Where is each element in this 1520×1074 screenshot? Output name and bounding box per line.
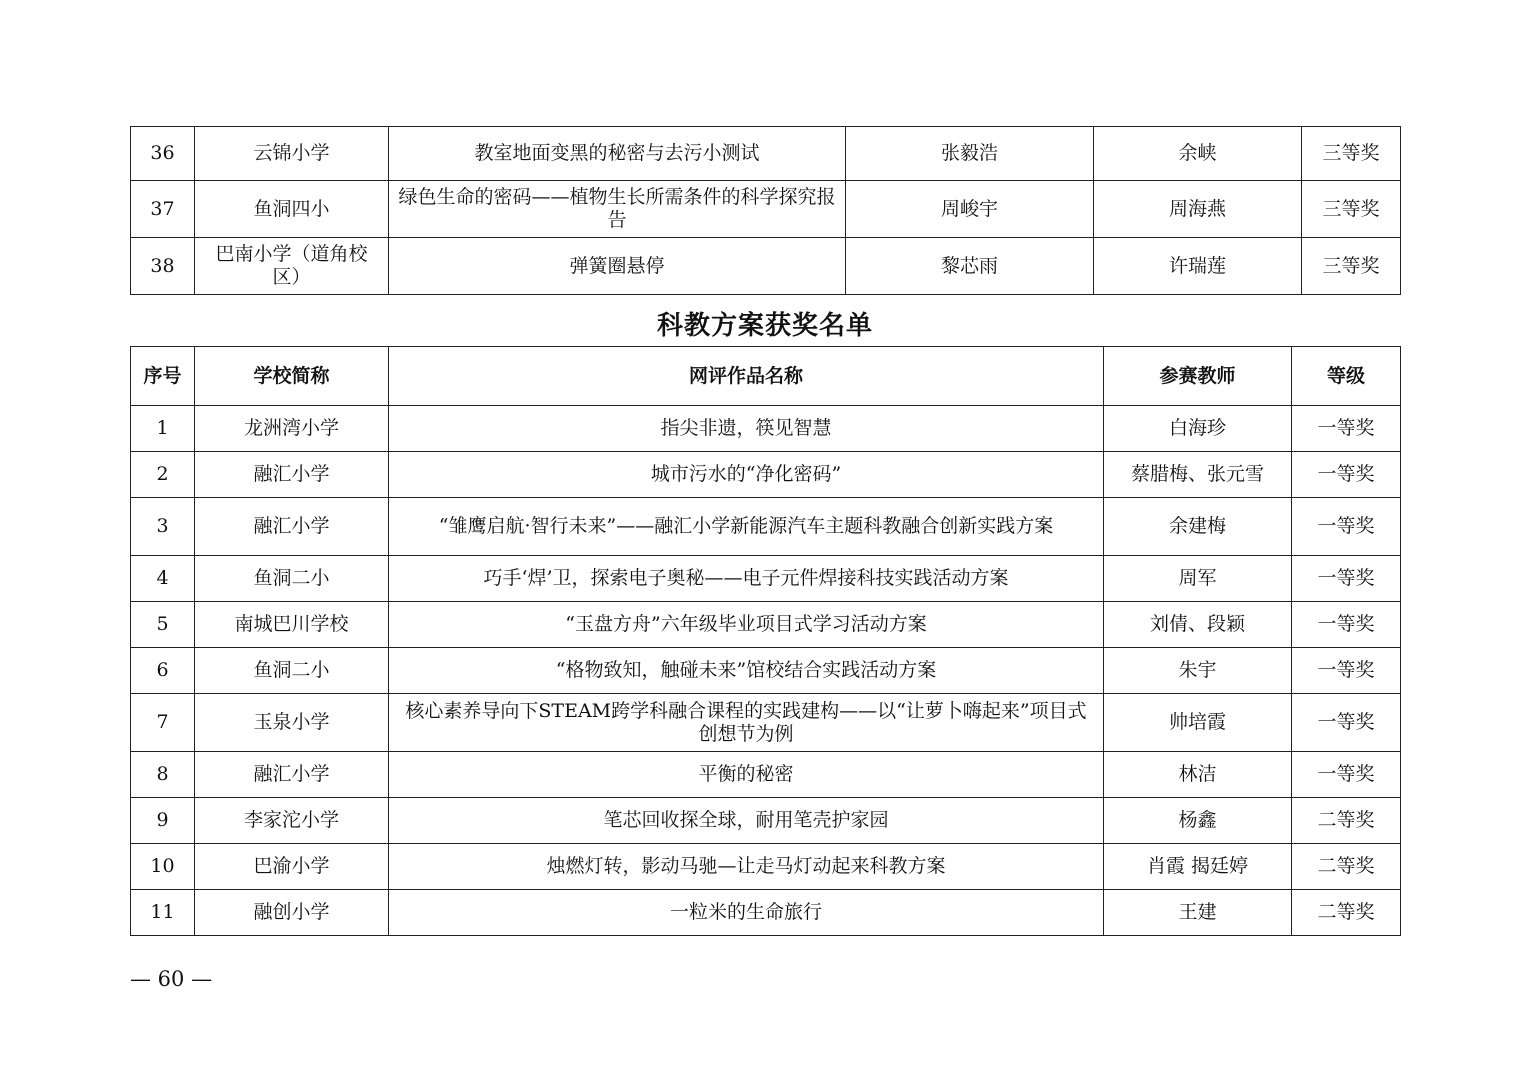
- cell-work: 烛燃灯转，影动马驰—让走马灯动起来科教方案: [389, 844, 1104, 890]
- cell-school: 融汇小学: [195, 752, 389, 798]
- cell-school: 龙洲湾小学: [195, 406, 389, 452]
- table-row: [131, 844, 1401, 890]
- cell-work: 指尖非遗，筷见智慧: [389, 406, 1104, 452]
- cell-school: 融汇小学: [195, 498, 389, 556]
- table-row: [131, 452, 1401, 498]
- cell-grade: 二等奖: [1292, 844, 1401, 890]
- cell-work: 城市污水的“净化密码”: [389, 452, 1104, 498]
- cell-work: 一粒米的生命旅行: [389, 890, 1104, 936]
- cell-work: 笔芯回收探全球，耐用笔壳护家园: [389, 798, 1104, 844]
- cell-grade: 三等奖: [1302, 181, 1401, 238]
- cell-grade: 二等奖: [1292, 798, 1401, 844]
- cell-no: 7: [131, 694, 195, 752]
- cell-school: 巴渝小学: [195, 844, 389, 890]
- cell-work: “雏鹰启航·智行未来”——融汇小学新能源汽车主题科教融合创新实践方案: [389, 498, 1104, 556]
- cell-teacher: 周军: [1104, 556, 1292, 602]
- cell-no: 2: [131, 452, 195, 498]
- cell-teacher: 白海珍: [1104, 406, 1292, 452]
- page-number: — 60 —: [130, 967, 213, 991]
- cell-grade: 一等奖: [1292, 752, 1401, 798]
- cell-school: 鱼洞二小: [195, 556, 389, 602]
- cell-work: “格物致知，触碰未来”馆校结合实践活动方案: [389, 648, 1104, 694]
- cell-student: 周峻宇: [846, 181, 1094, 238]
- cell-grade: 二等奖: [1292, 890, 1401, 936]
- cell-no: 5: [131, 602, 195, 648]
- cell-school: 玉泉小学: [195, 694, 389, 752]
- cell-no: 8: [131, 752, 195, 798]
- header-no: 序号: [131, 347, 195, 406]
- cell-student: 张毅浩: [846, 127, 1094, 181]
- header-grade: 等级: [1292, 347, 1401, 406]
- cell-school: 李家沱小学: [195, 798, 389, 844]
- cell-no: 9: [131, 798, 195, 844]
- cell-teacher: 余峡: [1094, 127, 1302, 181]
- cell-teacher: 朱宇: [1104, 648, 1292, 694]
- table-row: [131, 498, 1401, 556]
- table-row: [131, 798, 1401, 844]
- cell-school: 南城巴川学校: [195, 602, 389, 648]
- header-teacher: 参赛教师: [1104, 347, 1292, 406]
- table-row: [131, 602, 1401, 648]
- cell-school: 鱼洞四小: [195, 181, 389, 238]
- cell-teacher: 刘倩、段颖: [1104, 602, 1292, 648]
- cell-work: 平衡的秘密: [389, 752, 1104, 798]
- cell-grade: 一等奖: [1292, 406, 1401, 452]
- cell-no: 11: [131, 890, 195, 936]
- cell-grade: 三等奖: [1302, 127, 1401, 181]
- cell-work: 弹簧圈悬停: [389, 238, 846, 295]
- cell-school: 云锦小学: [195, 127, 389, 181]
- previous-awards-table: [130, 126, 1401, 295]
- table-row: [131, 694, 1401, 752]
- cell-student: 黎芯雨: [846, 238, 1094, 295]
- table-header-row: [131, 347, 1401, 406]
- table-row: [131, 556, 1401, 602]
- cell-teacher: 许瑞莲: [1094, 238, 1302, 295]
- cell-school: 融创小学: [195, 890, 389, 936]
- cell-grade: 一等奖: [1292, 556, 1401, 602]
- cell-no: 37: [131, 181, 195, 238]
- table-row: [131, 648, 1401, 694]
- cell-grade: 一等奖: [1292, 602, 1401, 648]
- cell-work: “玉盘方舟”六年级毕业项目式学习活动方案: [389, 602, 1104, 648]
- cell-teacher: 肖霞 揭廷婷: [1104, 844, 1292, 890]
- section-title: 科教方案获奖名单: [656, 311, 873, 341]
- cell-no: 1: [131, 406, 195, 452]
- cell-teacher: 蔡腊梅、张元雪: [1104, 452, 1292, 498]
- table-row: [131, 406, 1401, 452]
- table-row: [131, 127, 1401, 181]
- cell-no: 36: [131, 127, 195, 181]
- header-work: 网评作品名称: [389, 347, 1104, 406]
- cell-no: 4: [131, 556, 195, 602]
- cell-school: 鱼洞二小: [195, 648, 389, 694]
- cell-teacher: 杨鑫: [1104, 798, 1292, 844]
- cell-teacher: 帅培霞: [1104, 694, 1292, 752]
- cell-grade: 一等奖: [1292, 452, 1401, 498]
- cell-no: 10: [131, 844, 195, 890]
- cell-teacher: 周海燕: [1094, 181, 1302, 238]
- table-row: [131, 238, 1401, 295]
- cell-teacher: 王建: [1104, 890, 1292, 936]
- table-row: [131, 181, 1401, 238]
- cell-teacher: 林洁: [1104, 752, 1292, 798]
- table-row: [131, 752, 1401, 798]
- cell-no: 38: [131, 238, 195, 295]
- science-plan-awards-table: [130, 346, 1401, 936]
- cell-work: 巧手‘焊’卫，探索电子奥秘——电子元件焊接科技实践活动方案: [389, 556, 1104, 602]
- cell-no: 3: [131, 498, 195, 556]
- cell-work: 绿色生命的密码——植物生长所需条件的科学探究报告: [389, 181, 846, 238]
- header-school: 学校简称: [195, 347, 389, 406]
- table-row: [131, 890, 1401, 936]
- cell-teacher: 余建梅: [1104, 498, 1292, 556]
- cell-work: 核心素养导向下STEAM跨学科融合课程的实践建构——以“让萝卜嗨起来”项目式创想节为例: [389, 694, 1104, 752]
- cell-work: 教室地面变黑的秘密与去污小测试: [389, 127, 846, 181]
- cell-grade: 三等奖: [1302, 238, 1401, 295]
- cell-grade: 一等奖: [1292, 648, 1401, 694]
- cell-grade: 一等奖: [1292, 498, 1401, 556]
- cell-grade: 一等奖: [1292, 694, 1401, 752]
- cell-school: 融汇小学: [195, 452, 389, 498]
- cell-school: 巴南小学（道角校区）: [195, 238, 389, 295]
- cell-no: 6: [131, 648, 195, 694]
